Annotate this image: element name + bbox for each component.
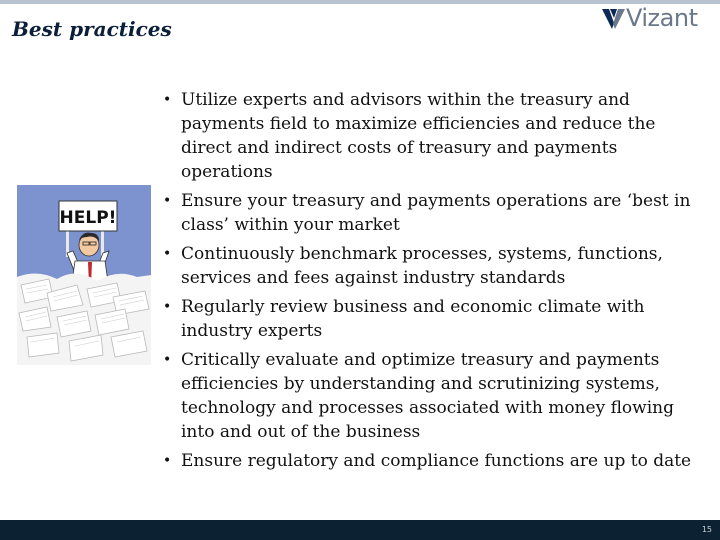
- vizant-logo: [601, 4, 720, 36]
- slide-title: Best practices: [12, 17, 172, 41]
- bullet-icon: •: [163, 299, 172, 315]
- list-item: • Regularly review business and economic climate with industry experts: [163, 297, 645, 341]
- overwhelmed-man-in-paperwork-illustration: [17, 185, 151, 365]
- list-item: • Critically evaluate and optimize treasury and payments efficiencies by understanding and scrutinizing systems, technology and processes associated with money flowing into and out of the business: [163, 350, 674, 442]
- vizant-chevron-logo-icon: [601, 6, 627, 32]
- list-item: • Ensure your treasury and payments operations are ‘best in class’ within your market: [163, 191, 691, 235]
- bullet-icon: •: [163, 246, 172, 262]
- list-item: • Ensure regulatory and compliance functions are up to date: [163, 451, 692, 471]
- help-sign-text: HELP!: [59, 208, 117, 228]
- logo-text: Vizant: [626, 4, 698, 32]
- footer-bar: [0, 520, 720, 540]
- list-item: • Utilize experts and advisors within the treasury and payments field to maximize efficiencies and reduce the direct and indirect costs of treasury and payments operations: [163, 90, 656, 182]
- best-practices-list: [163, 88, 698, 478]
- page-number: 15: [701, 525, 712, 534]
- bullet-icon: •: [163, 92, 172, 108]
- bullet-icon: •: [163, 352, 172, 368]
- bullet-icon: •: [163, 193, 172, 209]
- list-item: • Continuously benchmark processes, systems, functions, services and fees against industry standards: [163, 244, 663, 288]
- bullet-icon: •: [163, 453, 172, 469]
